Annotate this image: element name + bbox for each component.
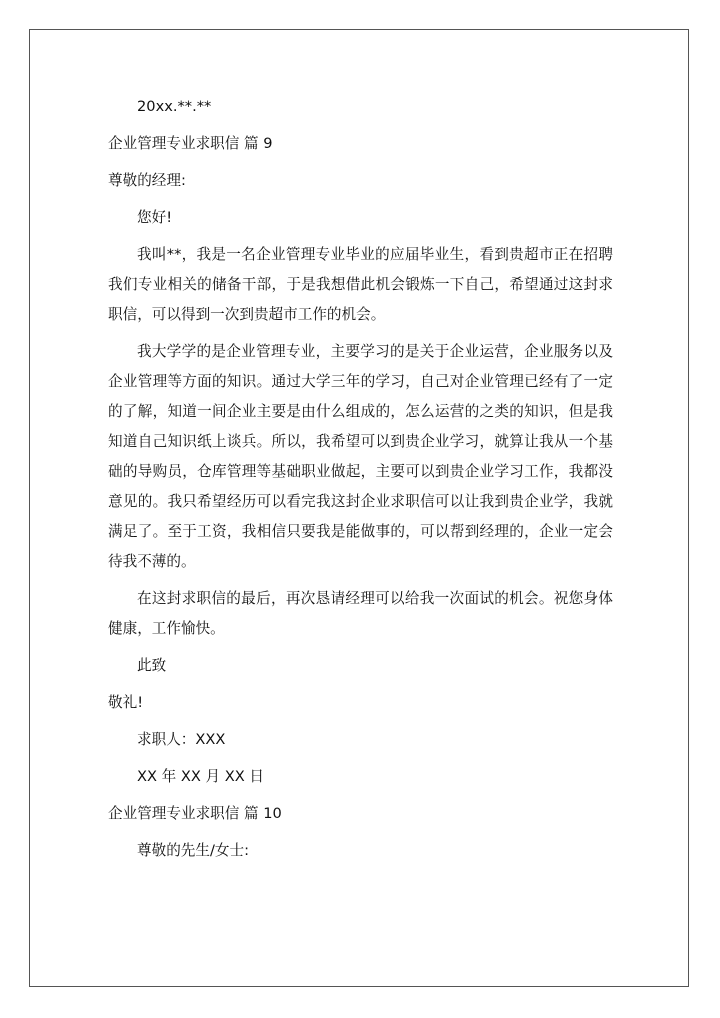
letter-9-greeting: 您好! bbox=[137, 209, 173, 226]
letter-9-paragraph-2: 我大学学的是企业管理专业，主要学习的是关于企业运营，企业服务以及企业管理等方面的知识。通过大学三年的学习，自己对企业管理已经有了一定的了解，知道一间企业主要是由什么组成的，怎么运营的之类的知识，但是我知道自己知识纸上谈兵。所以，我希望可以到贵企业学习，就算让我从一个基础的导购员，仓库管理等基础职业做起，主要可以到贵企业学习工作，我都没意见的。我只希望经历可以看完我这封企业求职信可以让我到贵企业学，我就满足了。至于工资，我相信只要我是能做事的，可以帮到经理的，企业一定会待我不薄的。 bbox=[108, 343, 613, 570]
letter-9-heading: 企业管理专业求职信 篇 9 bbox=[108, 135, 273, 152]
letter-9-respect: 敬礼! bbox=[108, 694, 144, 711]
letter-9-sign-date: XX 年 XX 月 XX 日 bbox=[137, 768, 264, 785]
letter-9-salutation: 尊敬的经理: bbox=[108, 172, 186, 189]
letter-10-heading: 企业管理专业求职信 篇 10 bbox=[108, 805, 282, 822]
date-line: 20xx.**.** bbox=[137, 98, 212, 115]
letter-9-paragraph-3: 在这封求职信的最后，再次恳请经理可以给我一次面试的机会。祝您身体健康，工作愉快。 bbox=[108, 590, 613, 637]
document-body bbox=[108, 92, 613, 873]
letter-10-salutation: 尊敬的先生/女士: bbox=[137, 842, 249, 859]
letter-9-closing: 此致 bbox=[137, 657, 167, 674]
letter-9-signer: 求职人：XXX bbox=[137, 731, 226, 748]
letter-9-paragraph-1: 我叫**，我是一名企业管理专业毕业的应届毕业生，看到贵超市正在招聘我们专业相关的储备干部，于是我想借此机会锻炼一下自己，希望通过这封求职信，可以得到一次到贵超市工作的机会。 bbox=[108, 246, 613, 323]
